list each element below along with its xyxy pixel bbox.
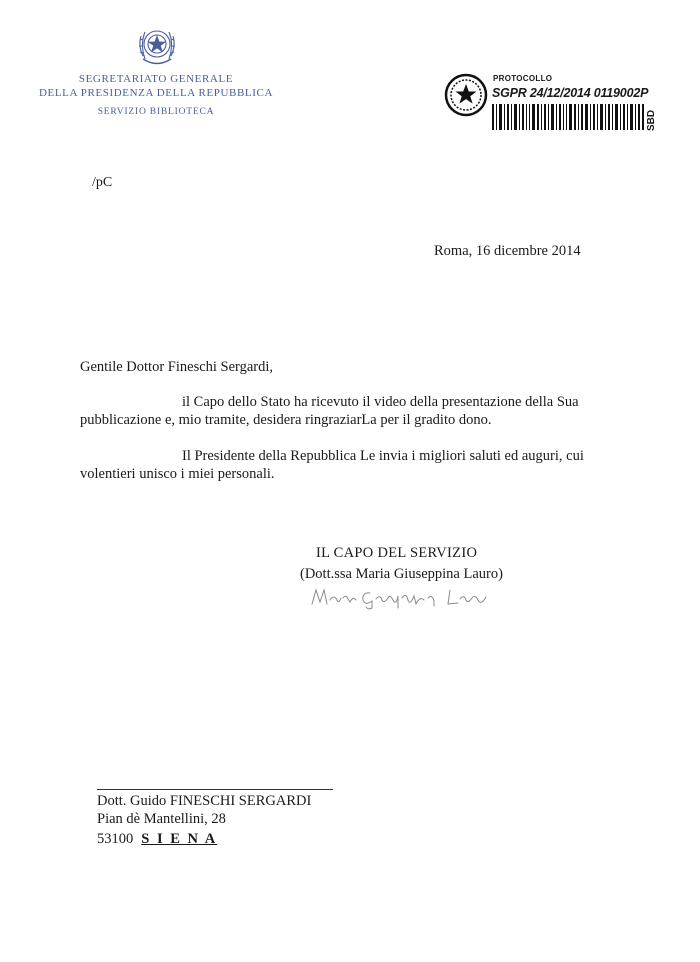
protocol-number: SGPR 24/12/2014 0119002P <box>492 86 649 100</box>
letterhead-line-1: SEGRETARIATO GENERALE <box>78 73 234 85</box>
protocol-seal-icon <box>444 73 488 117</box>
recipient-city-line <box>97 831 217 848</box>
barcode-icon <box>492 104 644 130</box>
paragraph-1-line-2: pubblicazione e, mio tramite, desidera ringraziarLa per il gradito dono. <box>80 412 492 428</box>
paragraph-2-line-1: Il Presidente della Repubblica Le invia i migliori saluti ed auguri, cui <box>182 448 584 464</box>
signature-title: IL CAPO DEL SERVIZIO <box>316 545 478 561</box>
paragraph-1-line-1: il Capo dello Stato ha ricevuto il video della presentazione della Sua <box>182 394 579 410</box>
recipient-city: S I E N A <box>141 831 218 847</box>
protocol-code: SBD <box>646 109 657 131</box>
protocol-label: PROTOCOLLO <box>493 74 553 83</box>
letterhead-line-3: SERVIZIO BIBLIOTECA <box>97 107 215 117</box>
address-divider <box>97 789 333 790</box>
republic-emblem-icon <box>135 22 179 68</box>
salutation: Gentile Dottor Fineschi Sergardi, <box>80 359 274 375</box>
handwritten-signature <box>310 584 490 610</box>
letter-date: Roma, 16 dicembre 2014 <box>434 243 581 259</box>
paragraph-2-line-2: volentieri unisco i miei personali. <box>80 466 275 482</box>
recipient-street: Pian dè Mantellini, 28 <box>97 811 226 827</box>
recipient-name: Dott. Guido FINESCHI SERGARDI <box>97 793 312 809</box>
recipient-postal-code: 53100 <box>97 831 134 847</box>
letterhead-line-2: DELLA PRESIDENZA DELLA REPUBBLICA <box>39 87 273 99</box>
reference-code: /pC <box>92 175 113 190</box>
signature-name: (Dott.ssa Maria Giuseppina Lauro) <box>300 566 503 582</box>
